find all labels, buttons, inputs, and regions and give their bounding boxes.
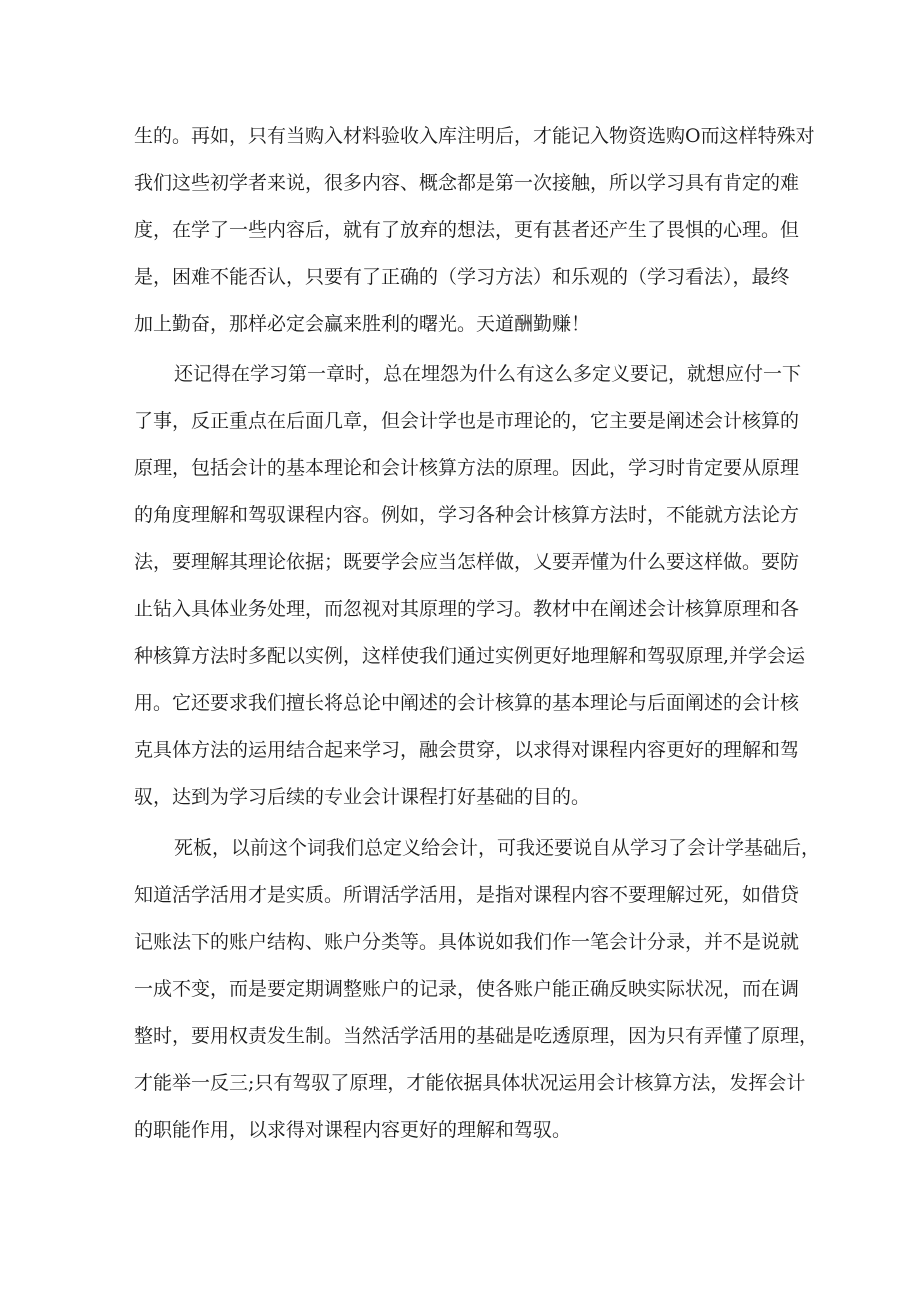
paragraph-1-line-3: 度，在学了一些内容后，就有了放弃的想法，更有甚者还产生了畏惧的心理。但 (134, 219, 800, 241)
paragraph-2-line-7: 种核算方法时多配以实例，这样使我们通过实例更好地理解和驾驭原理,并学会运 (134, 645, 806, 667)
paragraph-3-line-3: 记账法下的账户结构、账户分类等。具体说如我们作一笔会计分录，并不是说就 (134, 931, 800, 953)
paragraph-3-line-6: 才能举一反三;只有驾驭了原理，才能依据具体状况运用会计核算方法，发挥会计 (134, 1072, 806, 1094)
paragraph-3-line-1: 死板，以前这个词我们总定义给会计，可我还要说自从学习了会计学基础后， (174, 837, 821, 859)
paragraph-1-line-2: 我们这些初学者来说，很多内容、概念都是第一次接触，所以学习具有肯定的难 (134, 172, 800, 194)
paragraph-2-line-4: 的角度理解和驾驭课程内容。例如，学习各种会计核算方法时，不能就方法论方 (134, 504, 800, 526)
paragraph-3-line-2: 知道活学活用才是实质。所谓活学活用，是指对课程内容不要理解过死，如借贷 (134, 884, 800, 906)
paragraph-2-line-6: 止钻入具体业务处理，而忽视对其原理的学习。教材中在阐述会计核算原理和各 (134, 598, 800, 620)
paragraph-3-line-7: 的职能作用，以求得对课程内容更好的理解和驾驭。 (134, 1119, 572, 1141)
paragraph-2-line-1: 还记得在学习第一章时，总在埋怨为什么有这么多定义要记，就想应付一下 (174, 363, 802, 385)
paragraph-1-line-5: 加上勤奋，那样必定会赢来胜利的曙光。天道酬勤赚！ (134, 313, 591, 335)
paragraph-2-line-5: 法，要理解其理论依据；既要学会应当怎样做，乂要弄懂为什么要这样做。要防 (134, 551, 800, 573)
paragraph-1-line-1: 生的。再如，只有当购入材料验收入库注明后，才能记入物资选购O而这样特殊对 (134, 125, 815, 147)
paragraph-2-line-3: 原理，包括会计的基本理论和会计核算方法的原理。因此，学习时肯定要从原理 (134, 457, 800, 479)
paragraph-2-line-10: 驭，达到为学习后续的专业会计课程打好基础的目的。 (134, 786, 591, 808)
paragraph-3-line-5: 整时，要用权责发生制。当然活学活用的基础是吃透原理，因为只有弄懂了原理， (134, 1025, 819, 1047)
paragraph-2-line-2: 了事，反正重点在后面几章，但会计学也是市理论的，它主要是阐述会计核算的 (134, 410, 800, 432)
paragraph-3-line-4: 一成不变，而是要定期调整账户的记录，使各账户能正确反映实际状况，而在调 (134, 978, 800, 1000)
paragraph-2-line-8: 用。它还要求我们擅长将总论中阐述的会计核算的基本理论与后面阐述的会计核 (134, 692, 800, 714)
paragraph-2-line-9: 克具体方法的运用结合起来学习，融会贯穿，以求得对课程内容更好的理解和驾 (134, 739, 800, 761)
paragraph-1-line-4: 是，困难不能否认，只要有了正确的（学习方法）和乐观的（学习看法），最终 (134, 266, 790, 288)
